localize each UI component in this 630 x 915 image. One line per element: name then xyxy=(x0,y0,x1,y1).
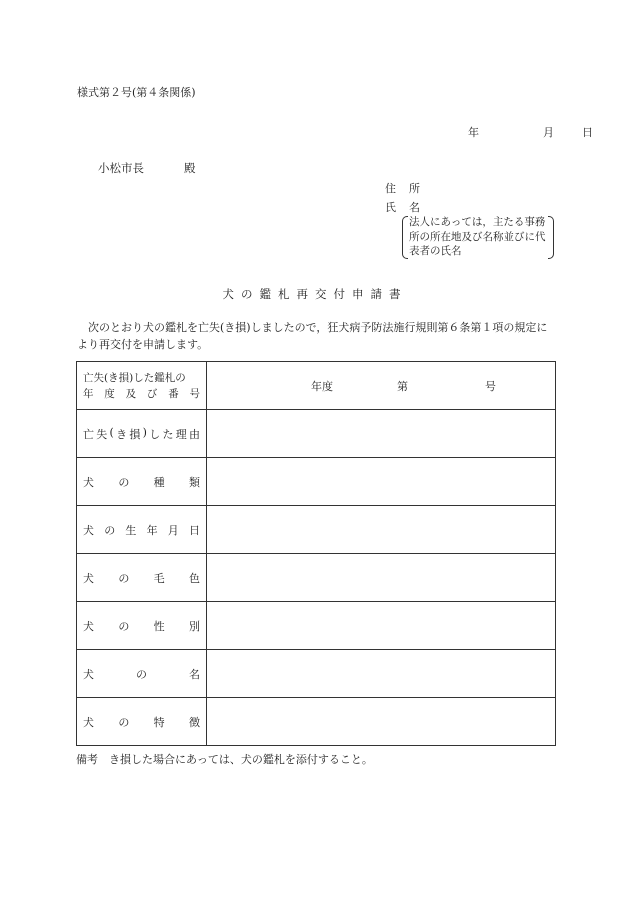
table-row-dog-name xyxy=(77,650,556,698)
application-table xyxy=(76,361,556,746)
date-line xyxy=(468,124,593,140)
value-dai-label: 第 xyxy=(397,379,408,393)
table-row-birth-date xyxy=(77,506,556,554)
value-loss-reason[interactable] xyxy=(207,410,556,458)
table-row-sex xyxy=(77,602,556,650)
applicant-name-label: 氏 名 xyxy=(385,201,420,214)
value-features[interactable] xyxy=(207,698,556,746)
value-breed[interactable] xyxy=(207,458,556,506)
table-row-license-number xyxy=(77,362,556,410)
table-row-coat-color xyxy=(77,554,556,602)
table-row-breed xyxy=(77,458,556,506)
value-birth-date[interactable] xyxy=(207,506,556,554)
addressee xyxy=(98,160,196,176)
right-bracket xyxy=(548,216,554,259)
label-features: 犬 の 特 徴 xyxy=(77,698,207,746)
value-license-number[interactable] xyxy=(207,362,556,410)
remarks xyxy=(76,751,373,767)
left-bracket xyxy=(402,216,408,259)
addressee-honorific: 殿 xyxy=(184,161,196,175)
table-row-loss-reason xyxy=(77,410,556,458)
body-text: 次のとおり犬の鑑札を亡失(き損)しましたので，狂犬病予防法施行規則第６条第１項の規定により再交付を申請します。 xyxy=(77,321,548,351)
document-title: 犬の鑑札再交付申請書 xyxy=(222,287,408,301)
table-row-features xyxy=(77,698,556,746)
remarks-text: き損した場合にあっては、犬の鑑札を添付すること。 xyxy=(109,753,373,766)
label-dog-name: 犬 の 名 xyxy=(77,650,207,698)
label-sex: 犬 の 性 別 xyxy=(77,602,207,650)
value-sex[interactable] xyxy=(207,602,556,650)
corporate-note-text: 法人にあっては，主たる事務所の所在地及び名称並びに代表者の氏名 xyxy=(409,216,546,257)
form-number: 様式第２号(第４条関係) xyxy=(77,86,196,99)
date-month: 月 xyxy=(543,126,554,139)
label-license-number: 亡失(き損)した鑑札の 年 度 及 び 番 号 xyxy=(77,362,207,410)
label-coat-color: 犬 の 毛 色 xyxy=(77,554,207,602)
remarks-label: 備考 xyxy=(76,753,98,766)
value-year-label: 年度 xyxy=(311,379,333,393)
label-birth-date: 犬 の 生 年 月 日 xyxy=(77,506,207,554)
date-year: 年 xyxy=(468,126,479,139)
value-go-label: 号 xyxy=(485,379,496,393)
corporate-note xyxy=(402,215,554,260)
date-day: 日 xyxy=(582,126,593,139)
applicant-address-label: 住 所 xyxy=(385,182,420,195)
value-coat-color[interactable] xyxy=(207,554,556,602)
label-breed: 犬 の 種 類 xyxy=(77,458,207,506)
value-dog-name[interactable] xyxy=(207,650,556,698)
label-loss-reason: 亡 失 ( き 損 ) し た 理 由 xyxy=(77,410,207,458)
addressee-name: 小松市長 xyxy=(98,161,144,175)
